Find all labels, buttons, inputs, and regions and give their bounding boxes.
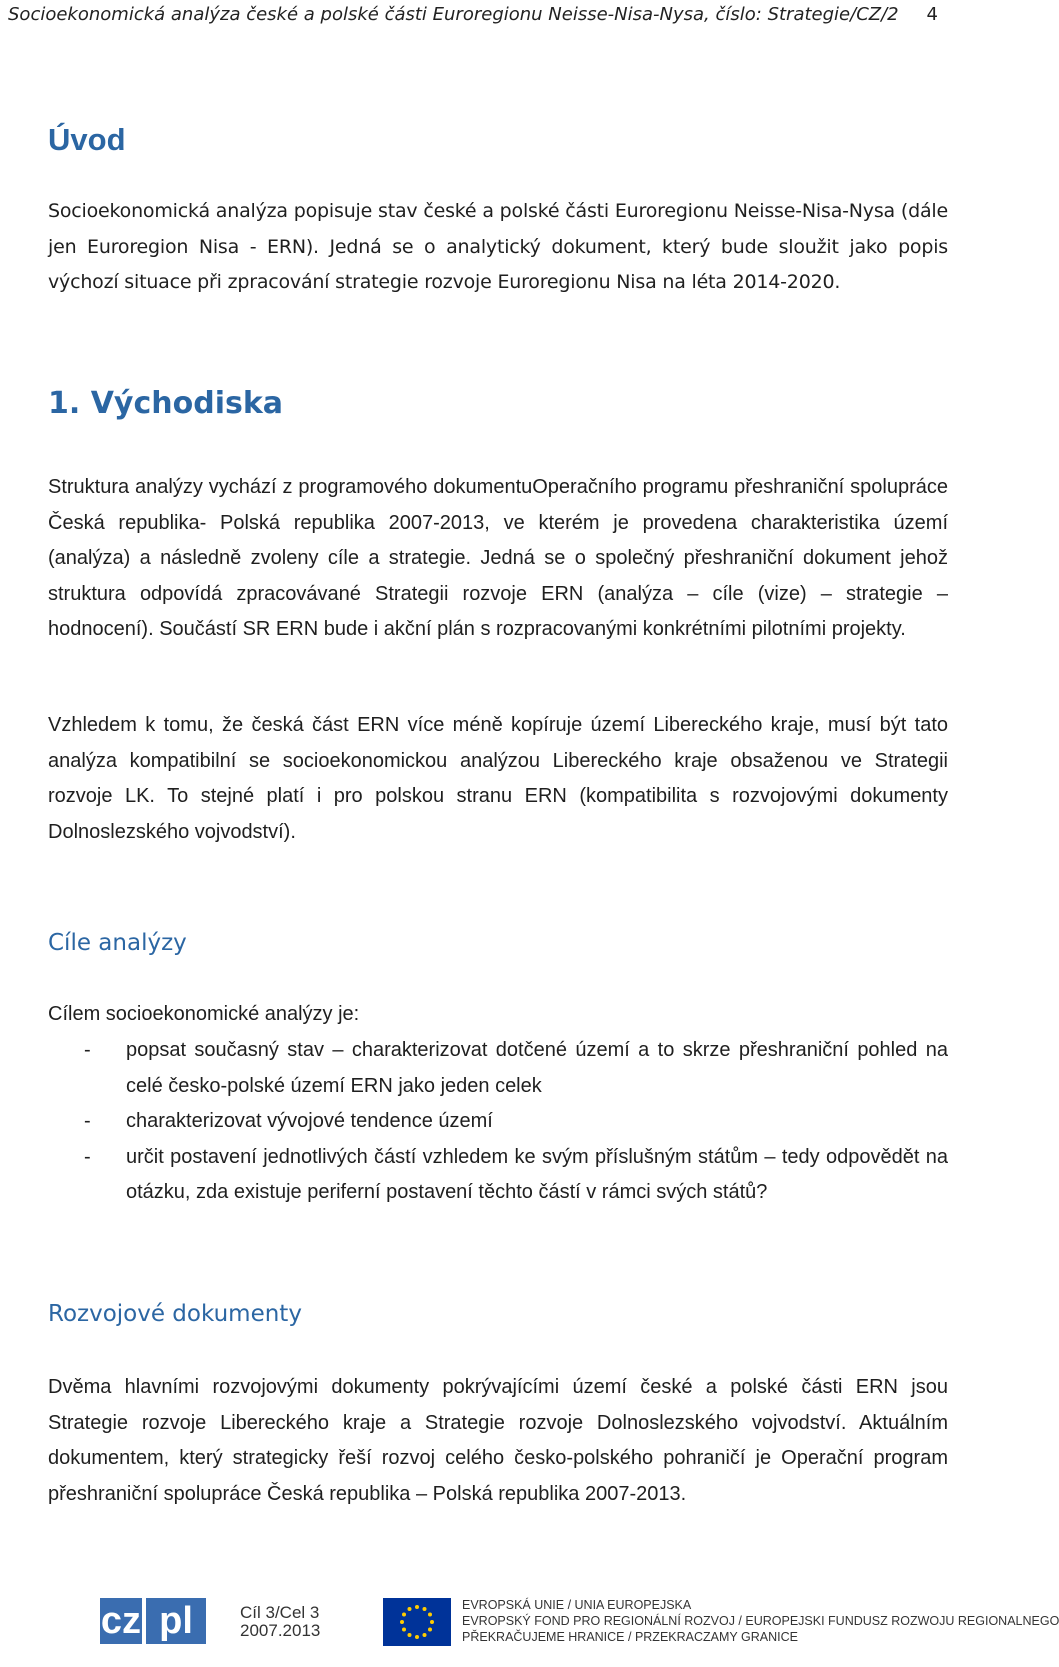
program-label: [240, 1604, 320, 1640]
cile-intro: Cílem socioekonomické analýzy je:: [48, 1003, 360, 1025]
list-item-text: určit postavení jednotlivých částí vzhledem ke svým příslušným státům – tedy odpovědět na otázku, zda existuje periferní postavení těchto částí v rámci svých států?: [126, 1145, 948, 1203]
rozvoj-paragraph: Dvěma hlavními rozvojovými dokumenty pokrývajícími území české a polské části ERN jsou Strategie rozvoje Libereckého kraje a Strategie rozvoje Dolnoslezského vojvodství. Aktuálním dokumentem, který strategicky řeší rozvoj celého česko-polského pohraničí je Operační program přeshraniční spolupráce Česká republika – Polská republika 2007-2013.: [48, 1376, 948, 1505]
vzhledem-paragraph: Vzhledem k tomu, že česká část ERN více méně kopíruje území Libereckého kraje, musí být tato analýza kompatibilní se socioekonomickou analýzou Libereckého kraje obsaženou ve Strategii rozvoje LK. To stejné platí i pro polskou stranu ERN (kompatibilita s rozvojovými dokumenty Dolnoslezského vojvodství).: [48, 714, 948, 843]
intro-paragraph: Socioekonomická analýza popisuje stav české a polské části Euroregionu Neisse-Nisa-Nysa (dále jen Euroregion Nisa - ERN). Jedná se o analytický dokument, který bude sloužit jako popis výchozí situace při zpracování strategie rozvoje Euroregionu Nisa na léta 2014-2020.: [48, 200, 948, 293]
heading-uvod: Úvod: [48, 122, 126, 157]
list-item-text: charakterizovat vývojové tendence území: [126, 1110, 493, 1132]
eu-line1: EVROPSKÁ UNIE / UNIA EUROPEJSKA: [462, 1598, 692, 1612]
program-line1: Cíl 3/Cel 3: [240, 1603, 320, 1622]
heading-cile-analyzy: Cíle analýzy: [48, 930, 187, 956]
header-title: Socioekonomická analýza české a polské části Euroregionu Neisse-Nisa-Nysa, číslo: Strategie/CZ/2: [8, 4, 899, 25]
eu-funding-text: [462, 1597, 1059, 1645]
heading-vychodiska: 1. Východiska: [48, 386, 284, 421]
eu-flag-icon: [383, 1598, 451, 1646]
struktura-paragraph: Struktura analýzy vychází z programového dokumentuOperačního programu přeshraniční spolupráce Česká republika- Polská republika 2007-2013, ve kterém je provedena charakteristika území (analýza) a následně zvoleny cíle a strategie. Jedná se o společný přeshraniční dokument jehož struktura odpovídá zpracovávané Strategii rozvoje ERN (analýza – cíle (vize) – strategie – hodnocení). Součástí SR ERN bude i akční plán s rozpracovanými konkrétními pilotními projekty.: [48, 476, 948, 640]
eu-line2: EVROPSKÝ FOND PRO REGIONÁLNÍ ROZVOJ / EUROPEJSKI FUNDUSZ ROZWOJU REGIONALNEGO: [462, 1614, 1059, 1628]
list-item: [48, 1104, 948, 1140]
list-item-text: popsat současný stav – charakterizovat dotčené území a to skrze přeshraniční pohled na celé česko-polské území ERN jako jeden celek: [126, 1039, 948, 1097]
list-item: [48, 1140, 948, 1211]
logo-cz-box: cz: [100, 1600, 142, 1642]
bullet-dash: -: [84, 1145, 91, 1168]
page-header: [0, 0, 960, 34]
bullet-dash: -: [84, 1110, 91, 1132]
cile-bullet-list: [48, 1033, 948, 1211]
cz-pl-program-logo: [100, 1598, 321, 1646]
heading-rozvojove-dokumenty: Rozvojové dokumenty: [48, 1301, 302, 1327]
list-item: [48, 1033, 948, 1104]
program-line2: 2007.2013: [240, 1621, 321, 1640]
bullet-dash: -: [84, 1039, 91, 1061]
logo-pl-box: pl: [146, 1598, 206, 1644]
eu-line3: PŘEKRAČUJEME HRANICE / PRZEKRACZAMY GRANICE: [462, 1630, 798, 1644]
page-number: 4: [926, 4, 938, 25]
